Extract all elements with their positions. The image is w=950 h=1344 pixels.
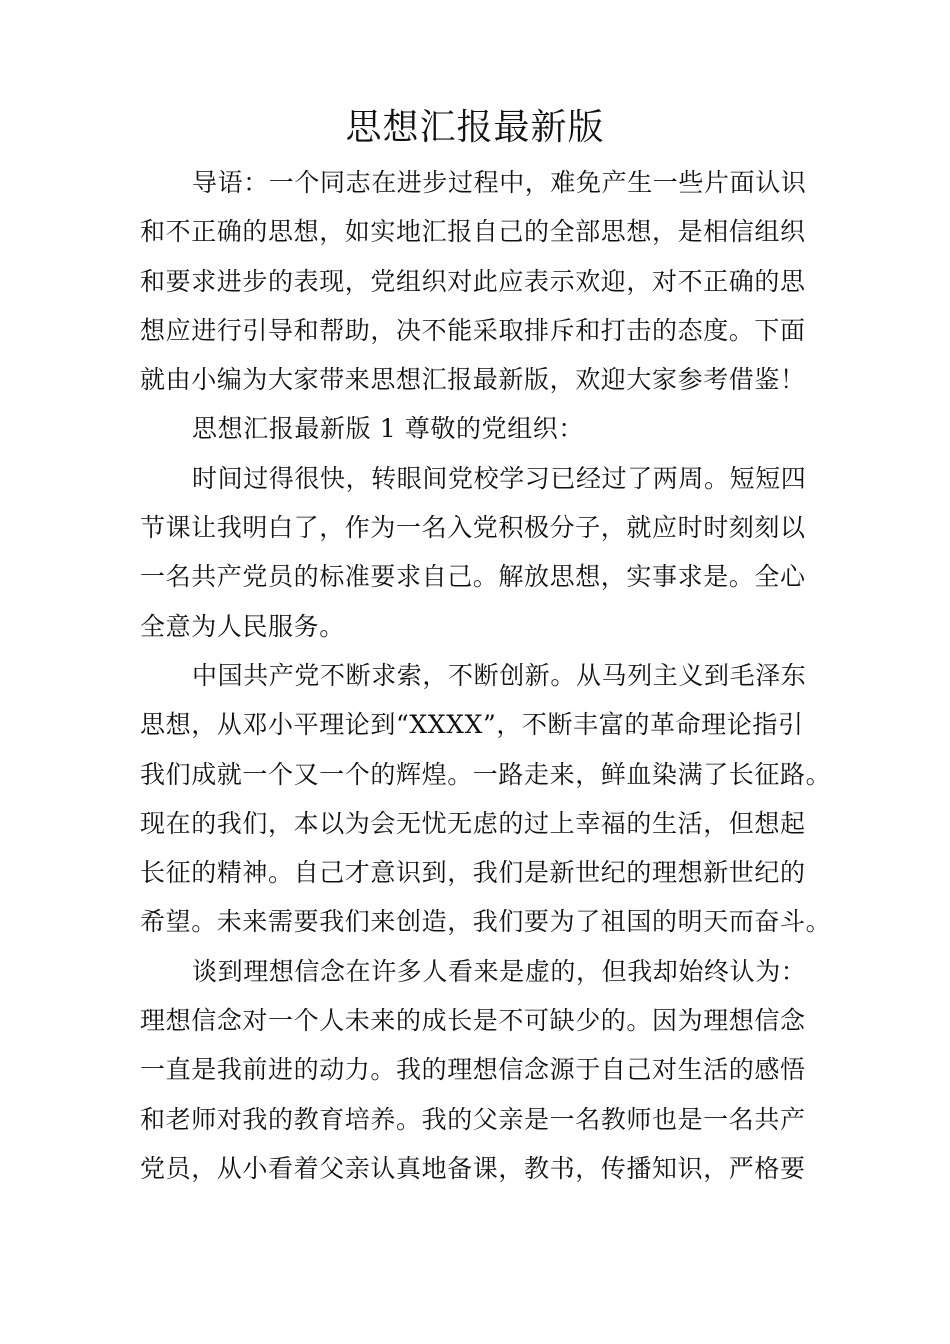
text-line: 导语：一个同志在进步过程中，难免产生一些片面认识	[192, 168, 807, 197]
text-line: 党员，从小看着父亲认真地备课，教书，传播知识，严格要	[140, 1153, 806, 1183]
text-line: 中国共产党不断求索，不断创新。从马列主义到毛泽东	[192, 660, 807, 690]
text-line: 和不正确的思想，如实地汇报自己的全部思想，是相信组织	[140, 217, 806, 247]
text-line: 一直是我前进的动力。我的理想信念源于自己对生活的感悟	[140, 1055, 806, 1085]
text-line: 时间过得很快，转眼间党校学习已经过了两周。短短四	[192, 463, 807, 493]
text-line: 我们成就一个又一个的辉煌。一路走来，鲜血染满了长征路。	[140, 759, 832, 789]
document-body	[140, 158, 832, 1193]
document-title: 思想汇报最新版	[345, 107, 605, 148]
text-line: 谈到理想信念在许多人看来是虚的，但我却始终认为：	[192, 956, 807, 986]
text-line: 希望。未来需要我们来创造，我们要为了祖国的明天而奋斗。	[140, 907, 832, 937]
text-line: 思想，从邓小平理论到“XXXX”，不断丰富的革命理论指引	[140, 710, 804, 740]
text-line: 一名共产党员的标准要求自己。解放思想，实事求是。全心	[140, 562, 806, 592]
text-line: 全意为人民服务。	[140, 611, 345, 641]
text-line: 和要求进步的表现，党组织对此应表示欢迎，对不正确的思	[140, 266, 806, 296]
text-line: 就由小编为大家带来思想汇报最新版，欢迎大家参考借鉴！	[140, 365, 806, 395]
text-line: 想应进行引导和帮助，决不能采取排斥和打击的态度。下面	[140, 315, 806, 345]
text-line: 和老师对我的教育培养。我的父亲是一名教师也是一名共产	[140, 1104, 806, 1134]
text-line: 现在的我们，本以为会无忧无虑的过上幸福的生活，但想起	[140, 808, 806, 838]
text-line: 理想信念对一个人未来的成长是不可缺少的。因为理想信念	[140, 1006, 806, 1036]
text-line: 长征的精神。自己才意识到，我们是新世纪的理想新世纪的	[140, 858, 806, 888]
text-line: 节课让我明白了，作为一名入党积极分子，就应时时刻刻以	[140, 513, 806, 543]
section-heading: 思想汇报最新版 1 尊敬的党组织：	[192, 414, 585, 444]
